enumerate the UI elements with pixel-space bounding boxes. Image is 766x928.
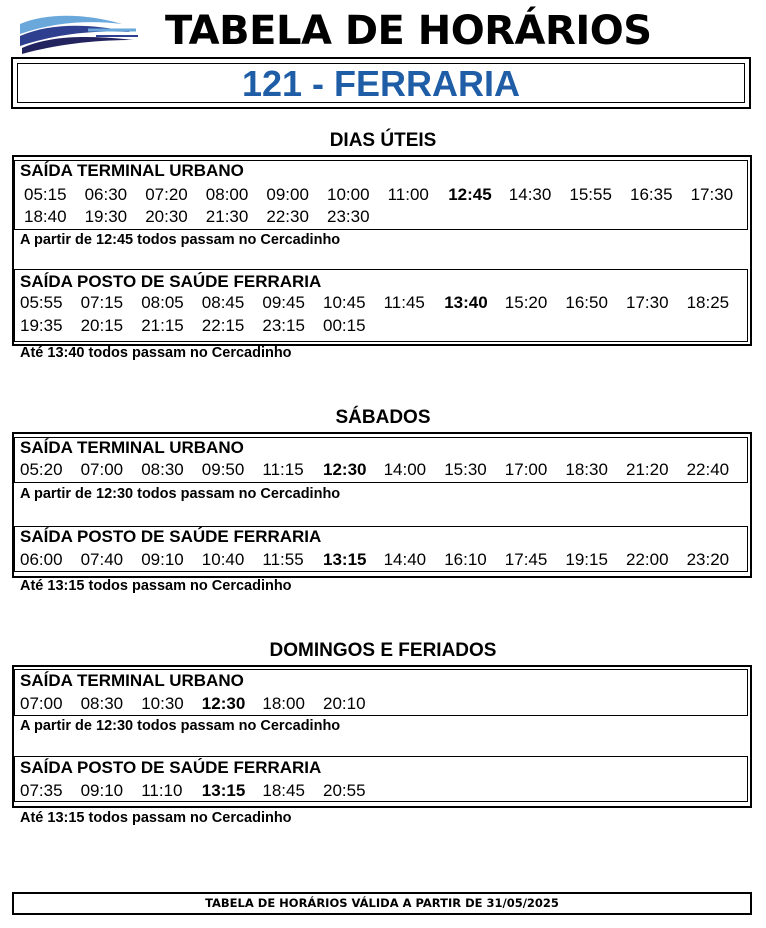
departure-time: 18:45 [262, 781, 305, 800]
departure-time: 14:30 [508, 185, 552, 204]
departure-time: 00:15 [323, 316, 366, 335]
departure-time: 19:30 [84, 207, 128, 226]
departure-time: 20:15 [80, 316, 124, 335]
departure-time: 11:00 [387, 185, 429, 204]
departure-time: 09:50 [201, 460, 245, 479]
section-title-sundays: DOMINGOS E FERIADOS [269, 640, 497, 661]
departure-time: 07:15 [80, 293, 124, 312]
direction-note: Até 13:40 todos passam no Cercadinho [20, 345, 292, 361]
departure-time: 19:35 [20, 316, 63, 335]
departure-time: 13:15 [201, 781, 246, 800]
departure-time: 21:20 [626, 460, 669, 479]
times-row [14, 780, 748, 802]
departure-time: 09:00 [266, 185, 309, 204]
departure-time: 15:20 [504, 293, 548, 312]
departure-time: 21:30 [205, 207, 249, 226]
times-row [14, 292, 748, 314]
departure-time: 13:40 [444, 293, 488, 312]
departure-time: 08:05 [141, 293, 184, 312]
departure-time: 16:35 [630, 185, 673, 204]
departure-time: 05:55 [20, 293, 63, 312]
departure-time: 23:15 [262, 316, 305, 335]
departure-time: 22:30 [266, 207, 309, 226]
route-box [11, 57, 751, 109]
departure-time: 10:40 [201, 550, 245, 569]
departure-time: 05:15 [24, 185, 67, 204]
departure-time: 09:10 [141, 550, 184, 569]
direction-title: SAÍDA POSTO DE SAÚDE FERRARIA [20, 272, 322, 291]
departure-time: 23:30 [327, 207, 370, 226]
page-title: TABELA DE HORÁRIOS [165, 8, 652, 54]
section-title-saturdays: SÁBADOS [335, 407, 431, 428]
departure-time: 17:45 [504, 550, 548, 569]
direction-note: A partir de 12:45 todos passam no Cercadinho [20, 232, 341, 248]
direction-note: Até 13:15 todos passam no Cercadinho [20, 810, 292, 826]
departure-time: 20:55 [323, 781, 366, 800]
departure-time: 08:30 [80, 694, 124, 713]
departure-time: 20:10 [323, 694, 366, 713]
departure-time: 09:45 [262, 293, 305, 312]
departure-time: 16:10 [444, 550, 487, 569]
departure-time: 16:50 [565, 293, 608, 312]
departure-time: 14:00 [383, 460, 427, 479]
times-row [14, 459, 748, 481]
departure-time: 22:40 [686, 460, 730, 479]
departure-time: 08:00 [205, 185, 249, 204]
direction-note: Até 13:15 todos passam no Cercadinho [20, 578, 292, 594]
route-name: 121 - FERRARIA [17, 63, 745, 103]
departure-time: 10:00 [327, 185, 370, 204]
departure-time: 07:00 [20, 694, 63, 713]
departure-time: 11:45 [383, 293, 425, 312]
departure-time: 07:00 [80, 460, 124, 479]
departure-time: 19:15 [565, 550, 608, 569]
departure-time: 06:30 [84, 185, 128, 204]
departure-time: 22:15 [201, 316, 245, 335]
departure-time: 18:30 [565, 460, 608, 479]
departure-time: 09:10 [80, 781, 124, 800]
departure-time: 07:35 [20, 781, 63, 800]
departure-time: 22:00 [626, 550, 669, 569]
departure-time: 21:15 [141, 316, 184, 335]
times-row [14, 549, 748, 571]
validity-footer: TABELA DE HORÁRIOS VÁLIDA A PARTIR DE 31/05/2025 [12, 892, 752, 915]
departure-time: 10:45 [323, 293, 366, 312]
departure-time: 17:30 [626, 293, 669, 312]
direction-title: SAÍDA TERMINAL URBANO [20, 671, 244, 690]
departure-time: 08:30 [141, 460, 184, 479]
departure-time: 12:30 [323, 460, 367, 479]
section-title-weekdays: DIAS ÚTEIS [329, 130, 437, 151]
boat-waves-icon [18, 10, 138, 54]
direction-title: SAÍDA TERMINAL URBANO [20, 438, 244, 457]
departure-time: 07:20 [145, 185, 188, 204]
departure-time: 18:40 [24, 207, 67, 226]
departure-time: 05:20 [20, 460, 63, 479]
direction-title: SAÍDA TERMINAL URBANO [20, 161, 244, 180]
direction-title: SAÍDA POSTO DE SAÚDE FERRARIA [20, 758, 322, 777]
direction-note: A partir de 12:30 todos passam no Cercadinho [20, 718, 341, 734]
departure-time: 23:20 [686, 550, 730, 569]
times-row [14, 184, 748, 206]
times-row [14, 206, 748, 228]
departure-time: 20:30 [145, 207, 188, 226]
departure-time: 14:40 [383, 550, 427, 569]
departure-time: 15:55 [569, 185, 612, 204]
direction-title: SAÍDA POSTO DE SAÚDE FERRARIA [20, 527, 322, 546]
direction-note: A partir de 12:30 todos passam no Cercadinho [20, 486, 341, 502]
departure-time: 18:25 [686, 293, 730, 312]
departure-time: 18:00 [262, 694, 305, 713]
departure-time: 11:10 [141, 781, 183, 800]
departure-time: 13:15 [323, 550, 367, 569]
departure-time: 08:45 [201, 293, 245, 312]
departure-time: 15:30 [444, 460, 487, 479]
departure-time: 17:30 [690, 185, 734, 204]
departure-time: 11:15 [262, 460, 304, 479]
departure-time: 12:30 [201, 694, 246, 713]
departure-time: 06:00 [20, 550, 63, 569]
departure-time: 10:30 [141, 694, 184, 713]
times-row [14, 693, 748, 715]
times-row [14, 315, 748, 337]
departure-time: 07:40 [80, 550, 124, 569]
departure-time: 17:00 [504, 460, 548, 479]
departure-time: 12:45 [448, 185, 492, 204]
departure-time: 11:55 [262, 550, 304, 569]
